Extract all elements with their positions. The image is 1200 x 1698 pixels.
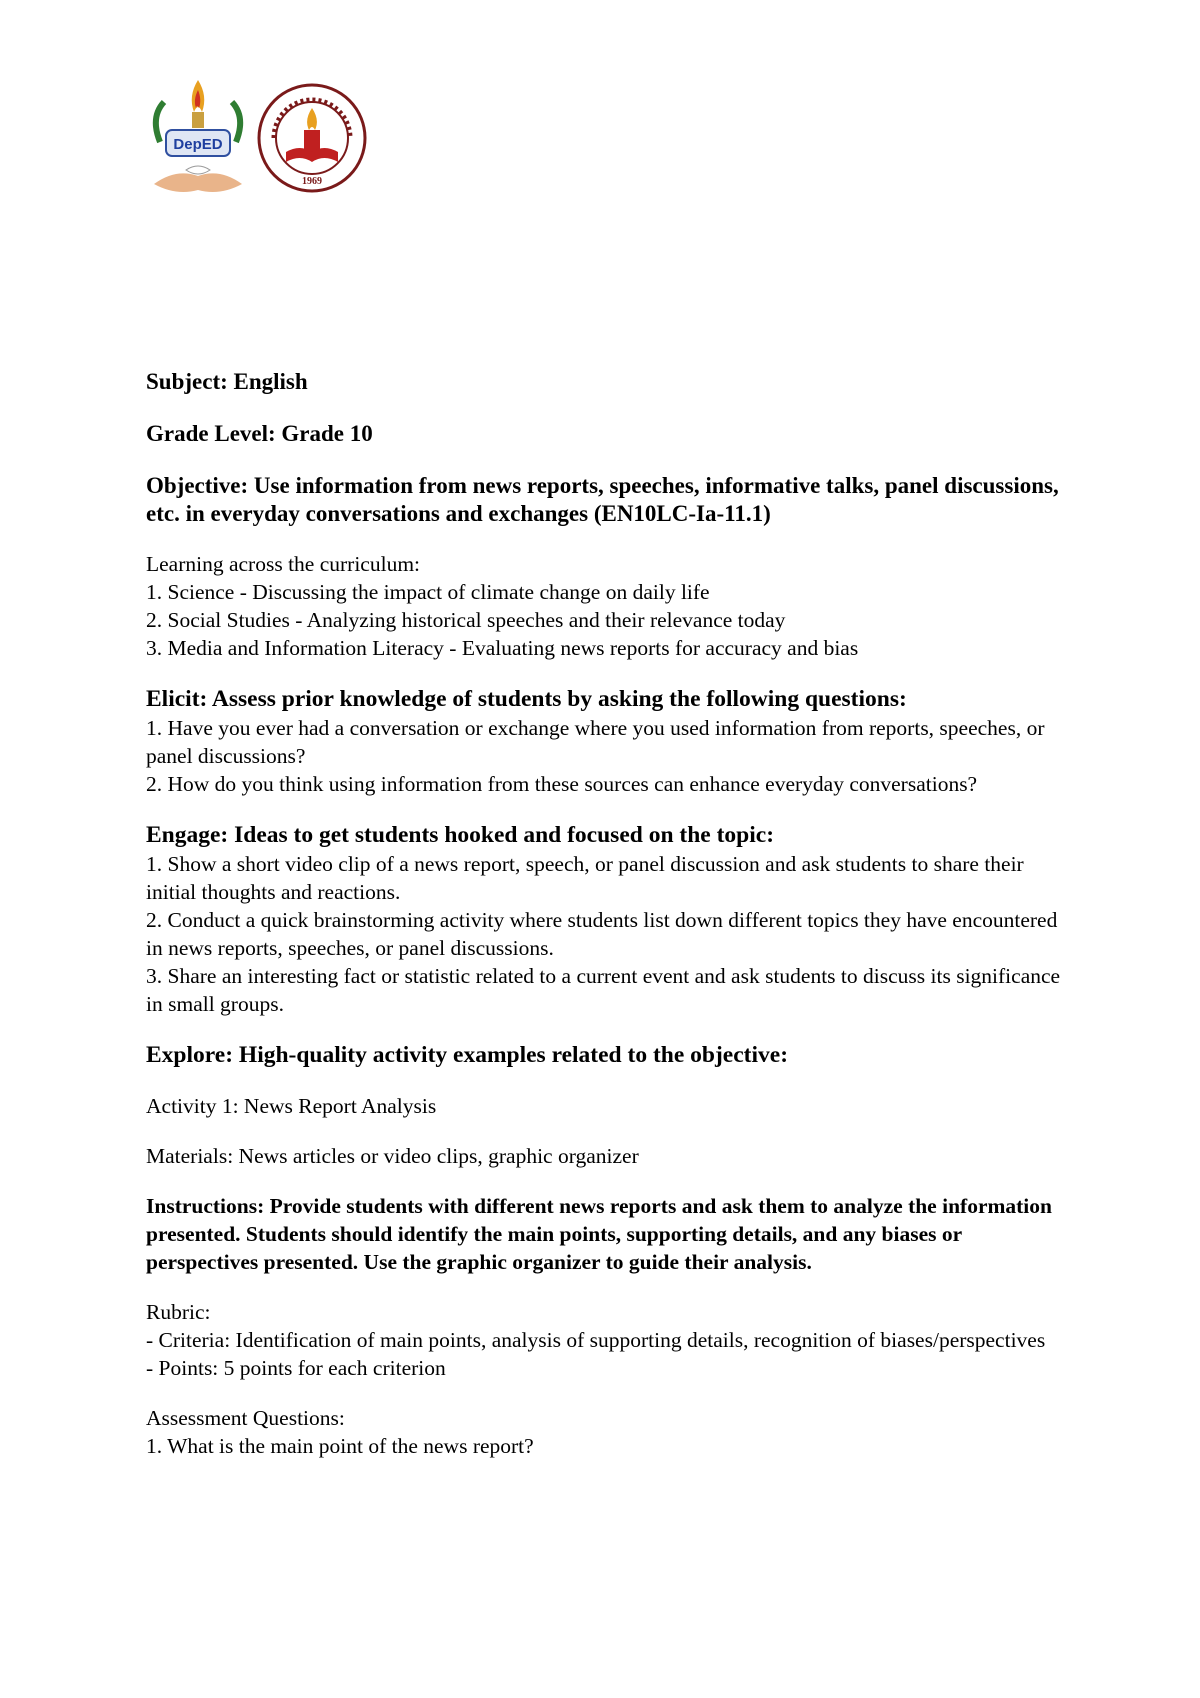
engage-item: 1. Show a short video clip of a news report, speech, or panel discussion and ask students to share their initial thoughts and reactions. <box>146 852 1024 904</box>
curriculum-item: 3. Media and Information Literacy - Evaluating news reports for accuracy and bias <box>146 636 859 660</box>
activity-title: Activity 1: News Report Analysis <box>146 1094 437 1118</box>
engage-heading: Engage: Ideas to get students hooked and focused on the topic: <box>146 822 775 848</box>
school-seal-logo <box>256 82 368 194</box>
lesson-plan-content <box>146 368 1066 1460</box>
grade-level-line: Grade Level: Grade 10 <box>146 421 373 446</box>
curriculum-heading: Learning across the curriculum: <box>146 552 421 576</box>
objective-line: Objective: Use information from news reports, speeches, informative talks, panel discussions, etc. in everyday conversations and exchanges (EN10LC-Ia-11.1) <box>146 473 1059 526</box>
elicit-heading: Elicit: Assess prior knowledge of students by asking the following questions: <box>146 686 907 712</box>
curriculum-item: 2. Social Studies - Analyzing historical speeches and their relevance today <box>146 608 786 632</box>
assessment-item: 1. What is the main point of the news report? <box>146 1434 534 1458</box>
deped-logo <box>146 72 250 204</box>
rubric-item: - Criteria: Identification of main points, analysis of supporting details, recognition of biases/perspectives <box>146 1328 1046 1352</box>
instructions-paragraph: Instructions: Provide students with different news reports and ask them to analyze the information presented. Students should identify the main points, supporting details, and any biases or perspectives presented. Use the graphic organizer to guide their analysis. <box>146 1194 1052 1274</box>
assessment-heading: Assessment Questions: <box>146 1406 345 1430</box>
elicit-item: 2. How do you think using information from these sources can enhance everyday conversations? <box>146 772 978 796</box>
curriculum-item: 1. Science - Discussing the impact of climate change on daily life <box>146 580 710 604</box>
materials-line: Materials: News articles or video clips, graphic organizer <box>146 1144 639 1168</box>
svg-text:1969: 1969 <box>302 176 322 187</box>
engage-item: 2. Conduct a quick brainstorming activity where students list down different topics they have encountered in news reports, speeches, or panel discussions. <box>146 908 1058 960</box>
engage-item: 3. Share an interesting fact or statistic related to a current event and ask students to discuss its significance in small groups. <box>146 964 1061 1016</box>
elicit-item: 1. Have you ever had a conversation or exchange where you used information from reports, speeches, or panel discussions? <box>146 716 1045 768</box>
svg-text:DepED: DepED <box>173 136 223 153</box>
rubric-heading: Rubric: <box>146 1300 211 1324</box>
subject-line: Subject: English <box>146 369 308 394</box>
rubric-item: - Points: 5 points for each criterion <box>146 1356 446 1380</box>
explore-heading: Explore: High-quality activity examples related to the objective: <box>146 1042 789 1068</box>
